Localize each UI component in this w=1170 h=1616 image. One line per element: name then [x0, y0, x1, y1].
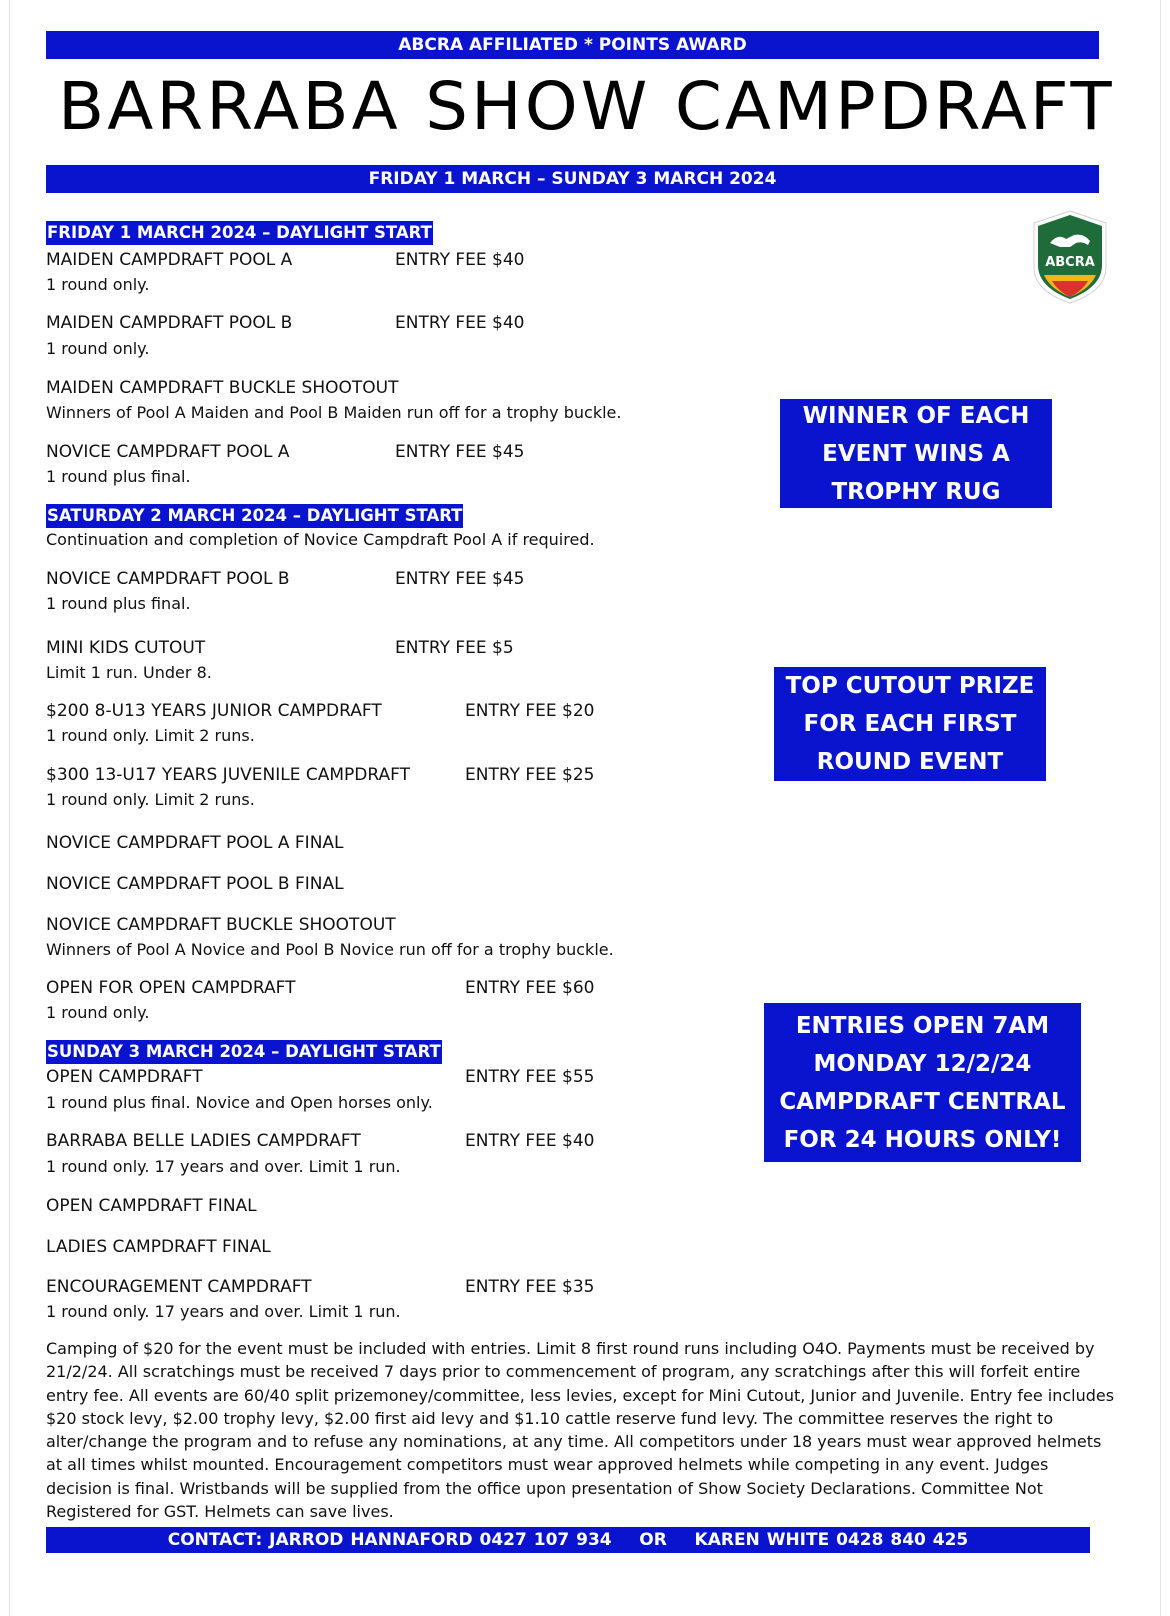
affiliation-banner: ABCRA AFFILIATED * POINTS AWARD — [46, 31, 1099, 59]
contact-banner: CONTACT: JARROD HANNAFORD 0427 107 934 OR KAREN WHITE 0428 840 425 — [46, 1527, 1090, 1553]
event-name: MINI KIDS CUTOUT — [46, 638, 206, 658]
trophy-rug-promo — [780, 399, 1052, 508]
event-name: NOVICE CAMPDRAFT POOL B — [46, 569, 290, 589]
dates-banner: FRIDAY 1 MARCH – SUNDAY 3 MARCH 2024 — [46, 165, 1099, 193]
event-name: BARRABA BELLE LADIES CAMPDRAFT — [46, 1131, 361, 1151]
page-title: BARRABA SHOW CAMPDRAFT — [58, 68, 1115, 145]
logo-text: ABCRA — [1045, 255, 1095, 270]
event-name: MAIDEN CAMPDRAFT POOL A — [46, 250, 293, 270]
entry-fee: ENTRY FEE $60 — [465, 978, 595, 998]
event-note: Winners of Pool A Novice and Pool B Novice run off for a trophy buckle. — [46, 940, 614, 959]
event-note: 1 round plus final. — [46, 467, 191, 486]
entries-open-promo — [764, 1003, 1081, 1162]
promo-line: ENTRIES OPEN 7AM — [795, 1012, 1050, 1039]
event-name: LADIES CAMPDRAFT FINAL — [46, 1237, 271, 1257]
promo-line: FOR 24 HOURS ONLY! — [783, 1126, 1062, 1153]
event-note: 1 round plus final. Novice and Open horses only. — [46, 1093, 433, 1112]
promo-line: CAMPDRAFT CENTRAL — [779, 1088, 1066, 1115]
abcra-logo-icon — [1030, 209, 1110, 305]
cutout-prize-promo — [774, 667, 1046, 781]
saturday-heading: SATURDAY 2 MARCH 2024 – DAYLIGHT START — [46, 504, 463, 528]
entry-fee: ENTRY FEE $45 — [395, 569, 525, 589]
entry-fee: ENTRY FEE $45 — [395, 442, 525, 462]
entry-fee: ENTRY FEE $20 — [465, 701, 595, 721]
entry-fee: ENTRY FEE $55 — [465, 1067, 595, 1087]
event-name: OPEN FOR OPEN CAMPDRAFT — [46, 978, 296, 998]
entry-fee: ENTRY FEE $25 — [465, 765, 595, 785]
event-note: 1 round only. 17 years and over. Limit 1 run. — [46, 1302, 401, 1321]
event-note: 1 round only. — [46, 275, 150, 294]
entry-fee: ENTRY FEE $40 — [465, 1131, 595, 1151]
event-name: ENCOURAGEMENT CAMPDRAFT — [46, 1277, 312, 1297]
entry-fee: ENTRY FEE $40 — [395, 313, 525, 333]
entry-fee: ENTRY FEE $35 — [465, 1277, 595, 1297]
event-name: $200 8-U13 YEARS JUNIOR CAMPDRAFT — [46, 701, 382, 721]
event-note: 1 round only. — [46, 1003, 150, 1022]
promo-line: EVENT WINS A — [822, 440, 1010, 467]
promo-line: FOR EACH FIRST — [803, 711, 1017, 737]
event-note: 1 round only. Limit 2 runs. — [46, 726, 255, 745]
event-name: MAIDEN CAMPDRAFT POOL B — [46, 313, 293, 333]
promo-line: TOP CUTOUT PRIZE — [785, 673, 1035, 699]
sunday-heading: SUNDAY 3 MARCH 2024 – DAYLIGHT START — [46, 1040, 442, 1064]
promo-line: MONDAY 12/2/24 — [813, 1050, 1032, 1077]
friday-heading: FRIDAY 1 MARCH 2024 – DAYLIGHT START — [46, 221, 433, 245]
event-name: OPEN CAMPDRAFT — [46, 1067, 203, 1087]
event-name: NOVICE CAMPDRAFT BUCKLE SHOOTOUT — [46, 915, 396, 935]
event-name: MAIDEN CAMPDRAFT BUCKLE SHOOTOUT — [46, 378, 399, 398]
event-name: $300 13-U17 YEARS JUVENILE CAMPDRAFT — [46, 765, 410, 785]
promo-line: ROUND EVENT — [816, 749, 1004, 775]
event-name: NOVICE CAMPDRAFT POOL A — [46, 442, 290, 462]
event-name: NOVICE CAMPDRAFT POOL B FINAL — [46, 874, 344, 894]
event-note: 1 round only. Limit 2 runs. — [46, 790, 255, 809]
saturday-note: Continuation and completion of Novice Campdraft Pool A if required. — [46, 530, 595, 549]
entry-fee: ENTRY FEE $40 — [395, 250, 525, 270]
event-note: Limit 1 run. Under 8. — [46, 663, 212, 682]
event-note: 1 round only. — [46, 339, 150, 358]
event-note: 1 round only. 17 years and over. Limit 1 run. — [46, 1157, 401, 1176]
event-note: Winners of Pool A Maiden and Pool B Maiden run off for a trophy buckle. — [46, 403, 622, 422]
event-name: NOVICE CAMPDRAFT POOL A FINAL — [46, 833, 344, 853]
event-name: OPEN CAMPDRAFT FINAL — [46, 1196, 257, 1216]
promo-line: TROPHY RUG — [831, 478, 1001, 505]
entry-fee: ENTRY FEE $5 — [395, 638, 514, 658]
promo-line: WINNER OF EACH — [802, 402, 1030, 429]
event-note: 1 round plus final. — [46, 594, 191, 613]
terms-paragraph: Camping of $20 for the event must be included with entries. Limit 8 first round runs including O4O. Payments must be received by 21/2/24. All scratchings must be received 7 days prior to commencement of program, any scratchings after this will forfeit entire entry fee. All events are 60/40 split prizemoney/committee, less levies, except for Mini Cutout, Junior and Juvenile. Entry fee includes $20 stock levy, $2.00 trophy levy, $2.00 first aid levy and $1.10 cattle reserve fund levy. The committee reserves the right to alter/change the program and to refuse any nominations, at any time. All competitors under 18 years must wear approved helmets at all times whilst mounted. Encouragement competitors must wear approved helmets while competing in any event. Judges decision is final. Wristbands will be supplied from the office upon presentation of Show Society Declarations. Committee Not Registered for GST. Helmets can save lives. — [46, 1339, 1115, 1522]
